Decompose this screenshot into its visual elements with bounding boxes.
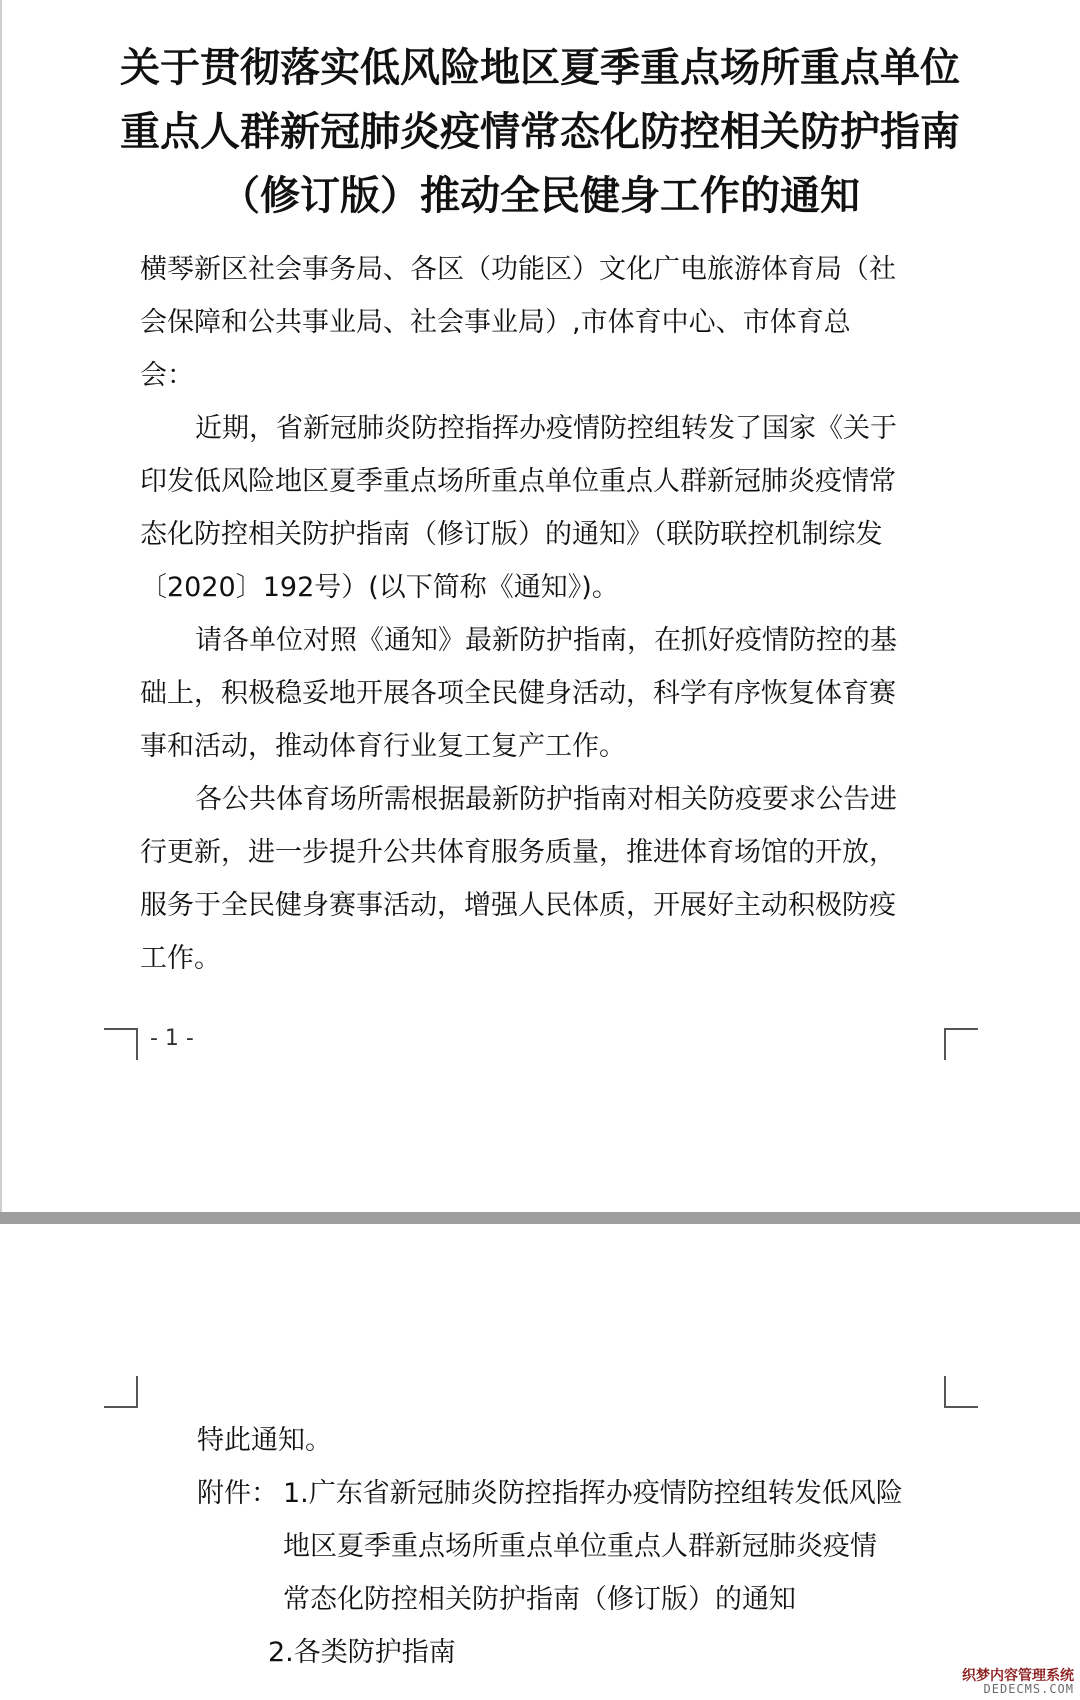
crop-mark-bottom-right [944,1376,978,1408]
closing-text: 特此通知。 [197,1425,332,1456]
para2-line-2: 础上，积极稳妥地开展各项全民健身活动，科学有序恢复体育赛 [140,678,896,709]
crop-mark-top-left [104,1028,138,1060]
attachments-label: 附件： [197,1478,278,1509]
crop-mark-bottom-left [104,1376,138,1408]
para3-line-4: 工作。 [140,943,221,974]
attachment-item-1 [283,1467,903,1626]
document-page-2 [0,1224,1080,1700]
page-number: - 1 - [150,1026,194,1051]
para2-line-3: 事和活动，推动体育行业复工复产工作。 [140,731,626,762]
attachment-1-line-1: 1.广东省新冠肺炎防控指挥办疫情防控组转发低风险 [283,1478,903,1509]
watermark-chinese: 织梦内容管理系统 [962,1667,1074,1684]
para3-line-2: 行更新，进一步提升公共体育服务质量，推进体育场馆的开放， [140,837,896,868]
para1-line-4: 〔2020〕192号）(以下简称《通知》)。 [140,572,619,603]
title-line-2: 重点人群新冠肺炎疫情常态化防控相关防护指南 [120,109,960,155]
title-line-3: （修订版）推动全民健身工作的通知 [220,173,860,219]
para1-line-2: 印发低风险地区夏季重点场所重点单位重点人群新冠肺炎疫情常 [140,466,896,497]
addressee-line-1: 横琴新区社会事务局、各区（功能区）文化广电旅游体育局（社 [140,254,896,285]
para3-line-1: 各公共体育场所需根据最新防护指南对相关防疫要求公告进 [195,784,897,815]
document-title [60,36,1020,228]
para1-line-3: 态化防控相关防护指南（修订版）的通知》（联防联控机制综发 [140,519,883,550]
page-left-edge [0,0,2,1212]
attachment-1-line-3: 常态化防控相关防护指南（修订版）的通知 [283,1584,796,1615]
addressee-line-2: 会保障和公共事业局、社会事业局）,市体育中心、市体育总 [140,307,851,338]
addressee-line-3: 会： [140,360,194,391]
watermark [962,1669,1074,1696]
title-line-1: 关于贯彻落实低风险地区夏季重点场所重点单位 [120,45,960,91]
para2-line-1: 请各单位对照《通知》最新防护指南，在抓好疫情防控的基 [195,625,897,656]
watermark-english: DEDECMS.COM [983,1682,1074,1697]
page-separator [0,1212,1080,1224]
para3-line-3: 服务于全民健身赛事活动，增强人民体质，开展好主动积极防疫 [140,890,896,921]
attachment-1-line-2: 地区夏季重点场所重点单位重点人群新冠肺炎疫情 [283,1531,877,1562]
para1-line-1: 近期，省新冠肺炎防控指挥办疫情防控组转发了国家《关于 [195,413,897,444]
attachment-item-2: 2.各类防护指南 [268,1637,456,1668]
crop-mark-top-right [944,1028,978,1060]
document-body [140,243,940,985]
